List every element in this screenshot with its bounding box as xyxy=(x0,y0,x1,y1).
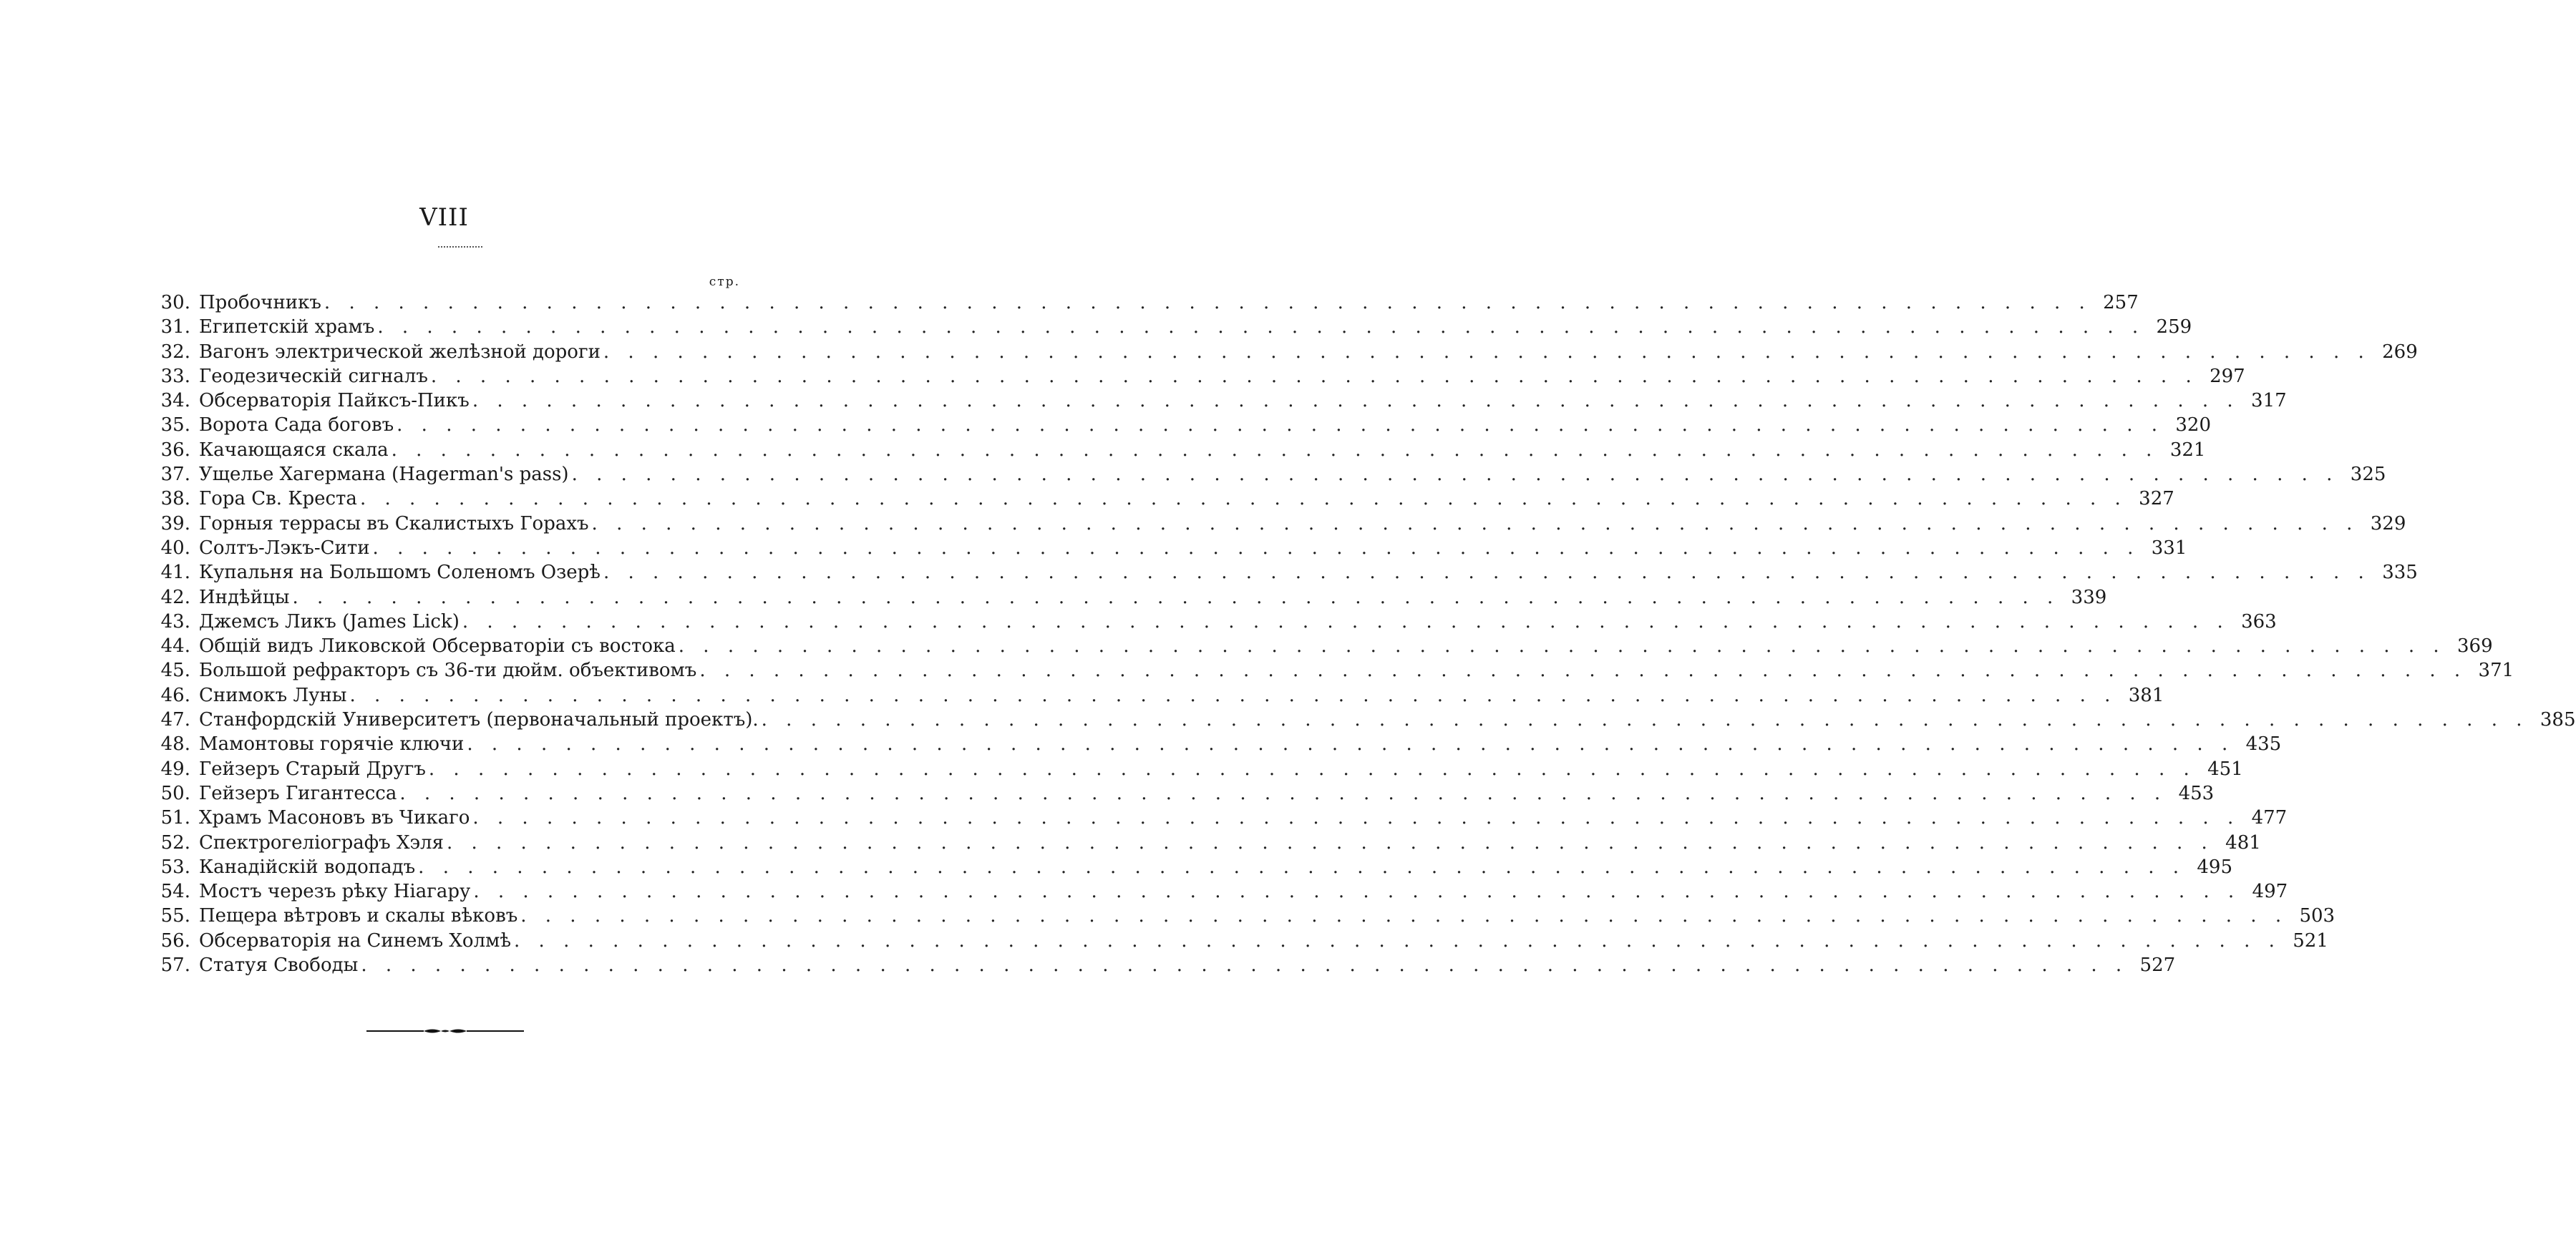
dot-leader xyxy=(514,929,2281,953)
toc-entry xyxy=(140,757,2243,781)
table-of-illustrations xyxy=(140,290,2576,977)
dot-leader xyxy=(360,487,2127,511)
toc-entry xyxy=(140,953,2176,977)
dot-leader xyxy=(699,658,2466,683)
toc-entry-page: 369 xyxy=(2456,635,2493,658)
toc-entry-title: Индѣйцы xyxy=(199,586,290,608)
toc-entry-page: 317 xyxy=(2251,390,2287,412)
toc-entry-page: 325 xyxy=(2350,464,2386,486)
toc-entry-number: 48. xyxy=(160,733,190,756)
toc-entry-page: 477 xyxy=(2251,807,2288,829)
toc-entry-title: Мостъ черезъ рѣку Ніагару xyxy=(199,881,471,903)
toc-entry xyxy=(140,413,2211,437)
toc-entry-number: 55. xyxy=(160,905,190,927)
toc-entry-number: 32. xyxy=(160,341,190,363)
dot-leader xyxy=(572,462,2339,487)
toc-entry-number: 35. xyxy=(160,414,190,436)
dot-leader xyxy=(520,904,2288,928)
toc-entry-page: 495 xyxy=(2197,856,2233,878)
toc-entry xyxy=(140,708,2576,732)
toc-entry-page: 335 xyxy=(2382,562,2418,584)
dot-leader xyxy=(399,781,2167,806)
toc-entry xyxy=(140,634,2493,658)
toc-entry-title: Обсерваторія Пайксъ-Пикъ xyxy=(199,390,470,412)
dot-leader xyxy=(429,757,2196,781)
dot-leader xyxy=(431,364,2198,389)
toc-entry xyxy=(140,340,2418,364)
toc-entry-page: 331 xyxy=(2151,537,2187,559)
toc-entry xyxy=(140,389,2287,413)
toc-entry xyxy=(140,855,2233,879)
toc-entry-number: 33. xyxy=(160,365,190,387)
dot-leader xyxy=(377,315,2144,339)
toc-entry xyxy=(140,487,2174,511)
toc-entry-number: 37. xyxy=(160,464,190,486)
toc-entry-page: 371 xyxy=(2478,660,2514,682)
toc-entry-number: 45. xyxy=(160,660,190,682)
toc-entry-title: Мамонтовы горячіе ключи xyxy=(199,733,465,756)
toc-entry-number: 39. xyxy=(160,512,190,534)
toc-entry xyxy=(140,315,2192,339)
toc-entry-number: 38. xyxy=(160,488,190,510)
toc-entry xyxy=(140,658,2514,683)
toc-entry-number: 43. xyxy=(160,610,190,633)
dot-leader xyxy=(603,340,2371,364)
toc-entry-title: Качающаяся скала xyxy=(199,439,389,461)
toc-entry xyxy=(140,560,2418,585)
toc-entry-title: Египетскій храмъ xyxy=(199,316,375,338)
toc-entry-page: 363 xyxy=(2241,610,2277,633)
toc-entry-title: Ворота Сада боговъ xyxy=(199,414,394,436)
toc-entry-page: 321 xyxy=(2169,439,2206,461)
toc-entry-page: 385 xyxy=(2539,709,2576,731)
toc-entry-number: 51. xyxy=(160,807,190,829)
dot-leader xyxy=(472,806,2240,830)
toc-entry-number: 40. xyxy=(160,537,190,559)
toc-entry-page: 453 xyxy=(2178,782,2215,804)
toc-entry-title: Гора Св. Креста xyxy=(199,488,357,510)
toc-entry-number: 44. xyxy=(160,635,190,658)
toc-entry-title: Гейзеръ Гигантесса xyxy=(199,782,397,804)
toc-entry xyxy=(140,462,2386,487)
page-column-header: стр. xyxy=(709,275,740,289)
toc-entry-page: 481 xyxy=(2225,831,2261,854)
toc-entry-page: 327 xyxy=(2139,488,2174,510)
page-number-underline xyxy=(438,246,482,248)
dot-leader xyxy=(603,560,2371,585)
dot-leader xyxy=(361,953,2128,977)
dot-leader xyxy=(473,879,2240,904)
toc-entry xyxy=(140,831,2261,855)
toc-entry xyxy=(140,683,2164,708)
toc-entry xyxy=(140,610,2277,634)
toc-entry-page: 521 xyxy=(2293,929,2328,952)
dot-leader xyxy=(592,512,2359,536)
dot-leader xyxy=(472,389,2240,413)
toc-entry-title: Большой рефракторъ съ 36-ти дюйм. объективомъ xyxy=(199,660,697,682)
toc-entry-number: 54. xyxy=(160,881,190,903)
toc-entry xyxy=(140,364,2245,389)
toc-entry-number: 49. xyxy=(160,758,190,780)
toc-entry-page: 503 xyxy=(2299,905,2336,927)
toc-entry-title: Обсерваторія на Синемъ Холмѣ xyxy=(199,929,512,952)
dot-leader xyxy=(462,610,2230,634)
dot-leader xyxy=(762,708,2529,732)
toc-entry-number: 52. xyxy=(160,831,190,854)
toc-entry xyxy=(140,585,2107,610)
toc-entry xyxy=(140,438,2206,462)
toc-entry-number: 34. xyxy=(160,390,190,412)
toc-entry-page: 269 xyxy=(2382,341,2418,363)
toc-entry-title: Спектрогеліографъ Хэля xyxy=(199,831,444,854)
toc-entry-page: 259 xyxy=(2156,316,2192,338)
toc-entry-number: 41. xyxy=(160,562,190,584)
toc-entry-number: 56. xyxy=(160,929,190,952)
toc-entry-page: 297 xyxy=(2210,365,2245,387)
toc-entry-title: Пещера вѣтровъ и скалы вѣковъ xyxy=(199,905,518,927)
toc-entry xyxy=(140,512,2406,536)
toc-entry-page: 497 xyxy=(2252,881,2288,903)
toc-entry-number: 47. xyxy=(160,709,190,731)
toc-entry-title: Канадійскій водопадъ xyxy=(199,856,416,878)
toc-entry-number: 31. xyxy=(160,316,190,338)
toc-entry-number: 30. xyxy=(160,292,190,313)
toc-entry-title: Станфордскій Университетъ (первоначальный проектъ). xyxy=(199,709,759,731)
toc-entry-number: 57. xyxy=(160,954,190,977)
toc-entry-page: 339 xyxy=(2071,586,2107,608)
dot-leader xyxy=(350,683,2117,708)
toc-entry-page: 527 xyxy=(2139,954,2176,977)
toc-entry xyxy=(140,806,2288,830)
toc-entry-number: 42. xyxy=(160,586,190,608)
toc-entry-number: 46. xyxy=(160,684,190,706)
toc-entry-page: 320 xyxy=(2175,414,2211,436)
toc-entry-title: Ущелье Хагермана (Hagerman's pass) xyxy=(199,464,569,486)
toc-entry-number: 53. xyxy=(160,856,190,878)
toc-entry-title: Храмъ Масоновъ въ Чикаго xyxy=(199,807,470,829)
dot-leader xyxy=(397,413,2164,437)
toc-entry-title: Пробочникъ xyxy=(199,292,321,313)
dot-leader xyxy=(447,831,2214,855)
dot-leader xyxy=(418,855,2185,879)
toc-entry-title: Вагонъ электрической желѣзной дороги xyxy=(199,341,601,363)
toc-entry xyxy=(140,904,2336,928)
dot-leader xyxy=(324,290,2091,315)
dot-leader xyxy=(373,536,2140,560)
toc-entry-title: Горныя террасы въ Скалистыхъ Горахъ xyxy=(199,512,589,534)
toc-entry-page: 451 xyxy=(2207,758,2243,780)
toc-entry xyxy=(140,781,2215,806)
toc-entry xyxy=(140,290,2139,315)
toc-entry-title: Джемсъ Ликъ (James Lick) xyxy=(199,610,460,633)
toc-entry-page: 329 xyxy=(2370,512,2406,534)
dot-leader xyxy=(679,634,2446,658)
dot-leader xyxy=(467,732,2234,756)
toc-entry-page: 257 xyxy=(2103,292,2139,313)
page-number: VIII xyxy=(419,203,469,232)
toc-entry-number: 50. xyxy=(160,782,190,804)
toc-entry-page: 381 xyxy=(2128,684,2164,706)
toc-entry xyxy=(140,929,2328,953)
dot-leader xyxy=(392,438,2159,462)
toc-entry-title: Геодезическій сигналъ xyxy=(199,365,428,387)
toc-entry-page: 435 xyxy=(2245,733,2282,756)
toc-entry-title: Гейзеръ Старый Другъ xyxy=(199,758,426,780)
dot-leader xyxy=(292,585,2059,610)
toc-entry xyxy=(140,536,2187,560)
toc-entry-title: Статуя Свободы xyxy=(199,954,359,977)
toc-entry-title: Снимокъ Луны xyxy=(199,684,347,706)
toc-entry-title: Купальня на Большомъ Соленомъ Озерѣ xyxy=(199,562,601,584)
toc-entry-number: 36. xyxy=(160,439,190,461)
toc-entry xyxy=(140,879,2288,904)
toc-entry-title: Солтъ-Лэкъ-Сити xyxy=(199,537,370,559)
toc-entry-title: Общій видъ Ликовской Обсерваторіи съ востока xyxy=(199,635,676,658)
end-ornament xyxy=(366,1027,524,1035)
toc-entry xyxy=(140,732,2282,756)
